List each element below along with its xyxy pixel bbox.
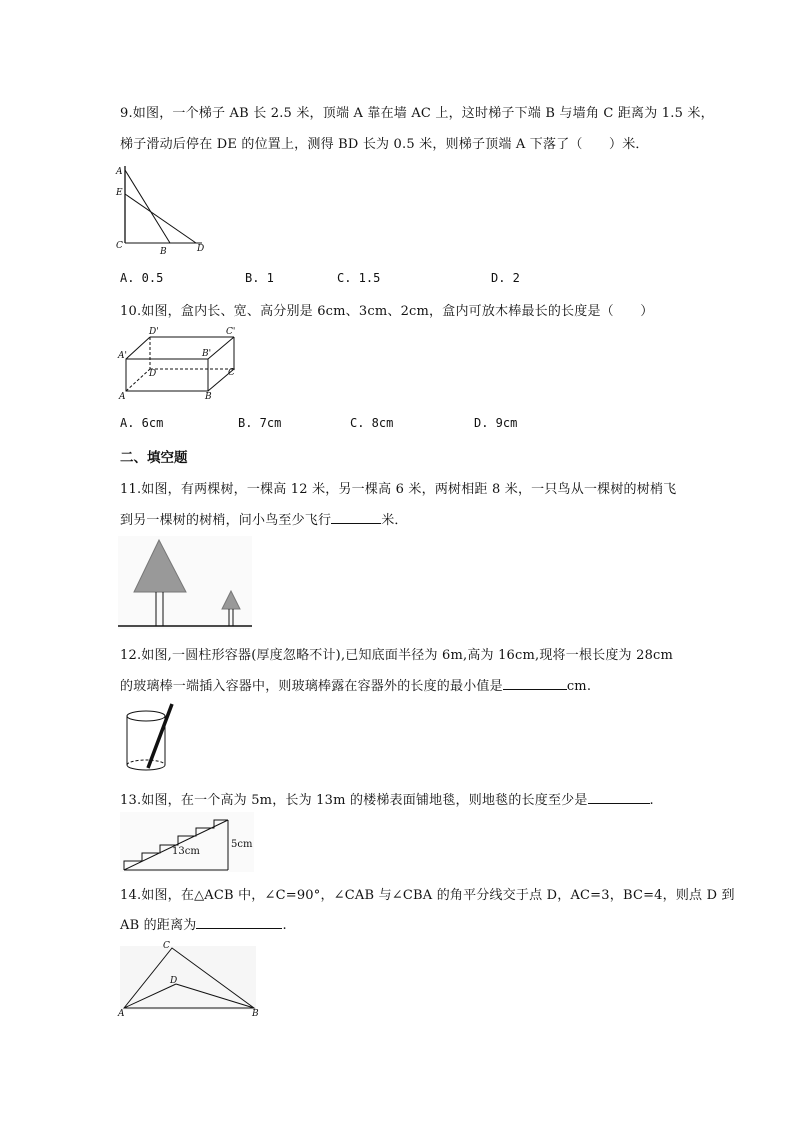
q10-label-c-prime: C' bbox=[226, 327, 236, 337]
q10-label-d: D bbox=[149, 369, 157, 379]
q13-label-length: 13cm bbox=[172, 846, 200, 857]
q9-option-b[interactable]: B. 1 bbox=[245, 271, 274, 285]
q10-option-b[interactable]: B. 7cm bbox=[238, 416, 282, 430]
q10-option-c[interactable]: C. 8cm bbox=[350, 416, 394, 430]
q9-text-line2: 梯子滑动后停在 DE 的位置上，测得 BD 长为 0.5 米，则梯子顶端 A 下落了（ ）米． bbox=[120, 137, 649, 152]
q11-trees-figure bbox=[118, 536, 258, 631]
q10-text-line1: 10.如图，盒内长、宽、高分别是 6cm、3cm、2cm，盒内可放木棒最长的长度是（ ） bbox=[120, 304, 654, 319]
q10-option-a[interactable]: A. 6cm bbox=[120, 416, 164, 430]
q9-option-a[interactable]: A. 0.5 bbox=[120, 271, 164, 285]
q10-label-c: C bbox=[228, 368, 235, 378]
q14-label-a: A bbox=[118, 1009, 125, 1019]
q11-answer-blank[interactable] bbox=[331, 511, 381, 524]
q9-option-d[interactable]: D. 2 bbox=[491, 271, 520, 285]
q14-label-b: B bbox=[252, 1009, 259, 1019]
q11-text-after-blank: 米． bbox=[381, 513, 408, 528]
q9-label-d: D bbox=[197, 244, 205, 254]
q13-text-line1 bbox=[120, 789, 654, 808]
q14-text-line1: 14.如图，在△ACB 中，∠C=90°，∠CAB 与∠CBA 的角平分线交于点 D，AC=3，BC=4，则点 D 到 bbox=[120, 888, 735, 903]
q13-text-before-blank: 13.如图，在一个高为 5m，长为 13m 的楼梯表面铺地毯，则地毯的长度至少是 bbox=[120, 793, 588, 808]
q9-label-c: C bbox=[116, 241, 123, 251]
q13-stairs-figure bbox=[120, 812, 260, 874]
q9-label-e: E bbox=[116, 188, 123, 198]
section-fill-in-title: 二、填空题 bbox=[120, 450, 188, 466]
q10-label-b: B bbox=[205, 392, 212, 402]
q14-text-line2 bbox=[120, 914, 287, 933]
q14-text-after-blank: . bbox=[282, 918, 287, 933]
q12-text-line1: 12.如图,一圆柱形容器(厚度忽略不计),已知底面半径为 6m,高为 16cm,现将一根长度为 28cm bbox=[120, 648, 674, 663]
q13-label-height: 5cm bbox=[231, 839, 253, 850]
q13-answer-blank[interactable] bbox=[588, 791, 650, 804]
q14-answer-blank[interactable] bbox=[196, 916, 282, 929]
q9-ladder-figure bbox=[116, 158, 206, 258]
q11-text-before-blank: 到另一棵树的树梢，问小鸟至少飞行 bbox=[120, 513, 332, 528]
q9-option-c[interactable]: C. 1.5 bbox=[337, 271, 381, 285]
q9-text-line1: 9.如图，一个梯子 AB 长 2.5 米，顶端 A 靠在墙 AC 上，这时梯子下端 B 与墙角 C 距离为 1.5 米， bbox=[120, 106, 714, 121]
q12-text-after-blank: cm. bbox=[566, 679, 592, 694]
q9-label-a: A bbox=[116, 167, 123, 177]
q10-label-d-prime: D' bbox=[149, 327, 159, 337]
q11-text-line2 bbox=[120, 509, 408, 528]
q10-box-figure bbox=[116, 325, 246, 405]
q10-option-d[interactable]: D. 9cm bbox=[474, 416, 518, 430]
q10-label-a-prime: A' bbox=[118, 351, 127, 361]
q13-text-after-blank: . bbox=[649, 793, 654, 808]
q12-text-line2 bbox=[120, 675, 591, 694]
q12-cylinder-figure bbox=[122, 702, 182, 777]
q14-triangle-figure bbox=[118, 938, 263, 1020]
q9-label-b: B bbox=[160, 247, 167, 257]
q12-answer-blank[interactable] bbox=[503, 677, 567, 690]
q14-label-d: D bbox=[170, 976, 178, 986]
q14-text-before-blank: AB 的距离为 bbox=[120, 918, 197, 933]
q14-label-c: C bbox=[163, 941, 170, 951]
q12-text-before-blank: 的玻璃棒一端插入容器中，则玻璃棒露在容器外的长度的最小值是 bbox=[120, 679, 503, 694]
q11-text-line1: 11.如图，有两棵树，一棵高 12 米，另一棵高 6 米，两树相距 8 米，一只鸟从一棵树的树梢飞 bbox=[120, 482, 677, 497]
q10-label-a: A bbox=[119, 392, 126, 402]
q10-label-b-prime: B' bbox=[202, 349, 212, 359]
